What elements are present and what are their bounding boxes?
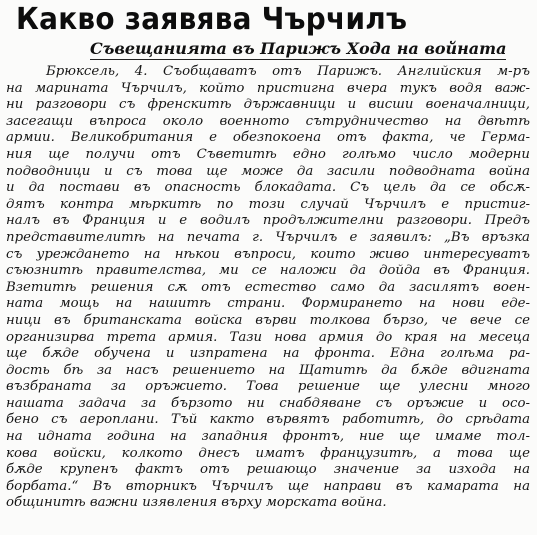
article-line: дость бѣ за насъ решението на Щатитѣ да бѫде вдигната xyxy=(6,362,530,378)
article-line: на марината Чърчилъ, който пристигна вчера тукъ водя важ- xyxy=(6,80,530,96)
article-line: засегащи въпроса около военното сътрудничество на двѣтѣ xyxy=(6,113,530,129)
article-line: на идната година на западния фронтъ, ние ще имаме тол- xyxy=(6,429,530,445)
article-line: бѫде крупенъ фактъ отъ решающо значение за изхода на xyxy=(6,462,530,478)
article-line: бено съ аероплани. Тъй както вървятъ работитѣ, до срѣдата xyxy=(6,412,530,428)
article-subheadline: Съвещанията въ Парижъ Хода на войната xyxy=(90,39,507,58)
article-body xyxy=(6,64,530,512)
article-line: представителитѣ на печата г. Чърчилъ е заявилъ: „Въ връзка xyxy=(6,229,530,245)
article-line: ници въ британската войска върви толкова бързо, че вече се xyxy=(6,312,530,328)
article-line: армии. Великобритания е обезпокоена отъ факта, че Герма- xyxy=(6,130,530,146)
article-line: и да постави въ опасность блокадата. Съ цель да се обсѫ- xyxy=(6,180,530,196)
article-line: организирва трета армия. Тази нова армия до края на месеца xyxy=(6,329,530,345)
article-line: дятъ контра мѣркитѣ по този случай Чърчилъ е пристиг- xyxy=(6,196,530,212)
article-line: борбата.“ Въ вторникъ Чърчилъ ще направи въ камарата на xyxy=(6,478,530,494)
article-line: общинитѣ важни изявления върху морската война. xyxy=(6,495,387,511)
article-line: подводници и съ това ще може да засили подводната война xyxy=(6,163,530,179)
article-line: възбраната за оръжието. Това решение ще улесни много xyxy=(6,379,530,395)
article-line: ни разговори съ френскитѣ държавници и висши военачалници, xyxy=(6,97,530,113)
article-line: Взетитѣ решения сѫ отъ естество само да засилятъ воен- xyxy=(6,279,530,295)
article-line: съюзнитѣ правителства, ми се наложи да дойда въ Франция. xyxy=(6,263,530,279)
article-line: ния ще получи отъ Съветитѣ едно голѣмо число модерни xyxy=(6,146,530,162)
article-headline: Какво заявява Чърчилъ xyxy=(16,2,408,37)
article-line: кова войски, колкото днесъ иматъ французитѣ, а това ще xyxy=(6,445,530,461)
article-line: Брюксель, 4. Съобщаватъ отъ Парижъ. Английския м-ръ xyxy=(46,64,530,79)
article-line: налъ въ Франция и е водилъ продължителни разговори. Предъ xyxy=(6,213,530,229)
article-line: съ уреждането на нѣкои въпроси, които живо интересуватъ xyxy=(6,246,530,262)
article-line: нашата задача за бързото ни снабдяване съ оръжие и осо- xyxy=(6,395,530,411)
article-line: ната мощь на нашитѣ страни. Формирането на нови еде- xyxy=(6,296,530,312)
article-line: ще бѫде обучена и изпратена на фронта. Една голѣма ра- xyxy=(6,346,530,362)
